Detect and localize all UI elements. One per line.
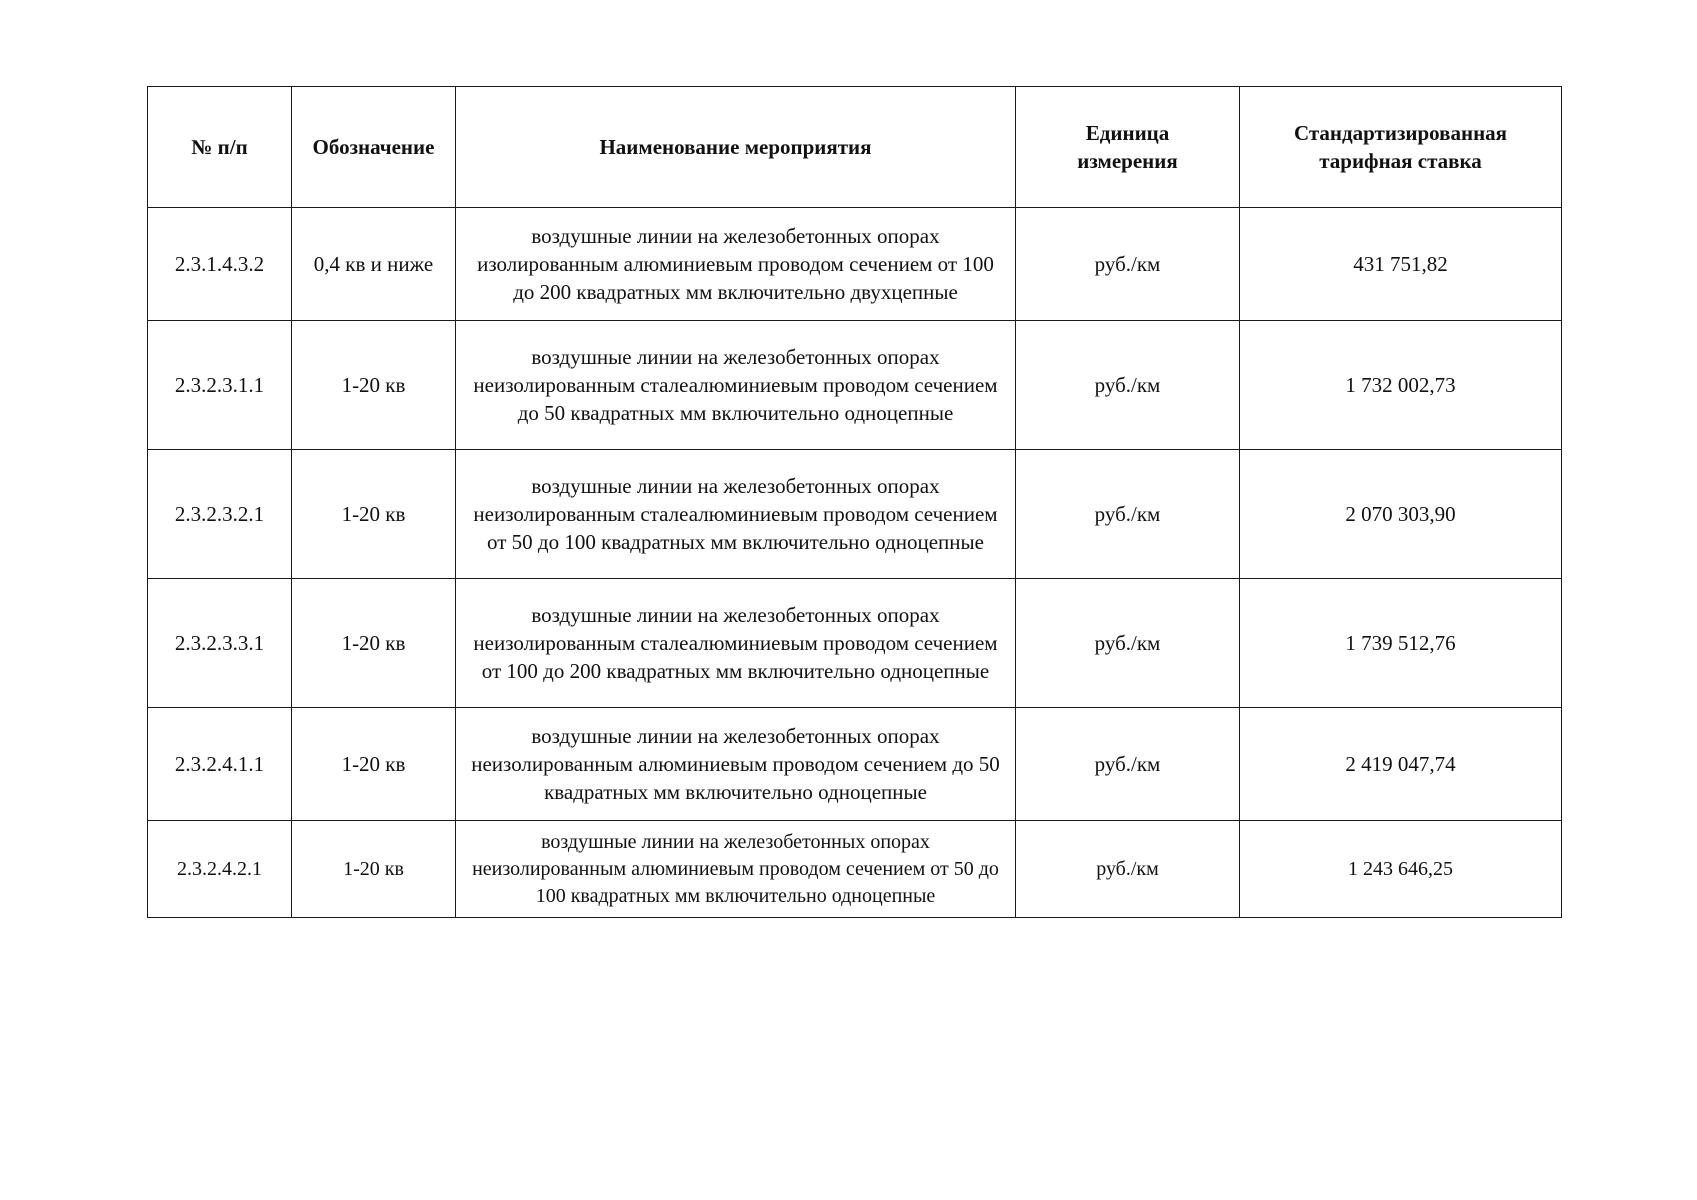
cell-unit: руб./км [1016,579,1240,708]
cell-name: воздушные линии на железобетонных опорах изолированным алюминиевым проводом сечением от 100 до 200 квадратных мм включительно двухцепные [456,208,1016,321]
cell-name: воздушные линии на железобетонных опорах неизолированным алюминиевым проводом сечением до 50 квадратных мм включительно одноцепные [456,708,1016,821]
cell-unit: руб./км [1016,450,1240,579]
header-unit-line1: Единица [1085,121,1170,145]
cell-code: 1-20 кв [292,450,456,579]
table-row [148,208,1562,321]
cell-rate: 1 243 646,25 [1240,821,1562,918]
header-unit [1016,87,1240,208]
cell-num: 2.3.2.3.2.1 [148,450,292,579]
cell-name: воздушные линии на железобетонных опорах неизолированным сталеалюминиевым проводом сечением от 50 до 100 квадратных мм включительно одноцепные [456,450,1016,579]
cell-rate: 2 419 047,74 [1240,708,1562,821]
table-row [148,708,1562,821]
cell-name: воздушные линии на железобетонных опорах неизолированным сталеалюминиевым проводом сечением до 50 квадратных мм включительно одноцепные [456,321,1016,450]
cell-num: 2.3.1.4.3.2 [148,208,292,321]
header-rate-line1: Стандартизированная [1293,121,1508,145]
cell-num: 2.3.2.4.2.1 [148,821,292,918]
cell-code: 1-20 кв [292,579,456,708]
cell-unit: руб./км [1016,208,1240,321]
cell-code: 0,4 кв и ниже [292,208,456,321]
table-row [148,821,1562,918]
header-rate [1240,87,1562,208]
cell-unit: руб./км [1016,321,1240,450]
header-unit-line2: измерения [1077,149,1178,173]
table-row [148,450,1562,579]
cell-num: 2.3.2.3.1.1 [148,321,292,450]
tariff-table [147,86,1562,918]
cell-unit: руб./км [1016,821,1240,918]
header-row [148,87,1562,208]
header-name: Наименование мероприятия [456,87,1016,208]
header-rate-line2: тарифная ставка [1319,149,1482,173]
cell-code: 1-20 кв [292,821,456,918]
cell-rate: 2 070 303,90 [1240,450,1562,579]
table-row [148,321,1562,450]
cell-rate: 1 732 002,73 [1240,321,1562,450]
cell-name: воздушные линии на железобетонных опорах неизолированным алюминиевым проводом сечением от 50 до 100 квадратных мм включительно одноцепные [456,821,1016,918]
header-num: № п/п [148,87,292,208]
cell-name: воздушные линии на железобетонных опорах неизолированным сталеалюминиевым проводом сечением от 100 до 200 квадратных мм включительно одноцепные [456,579,1016,708]
header-code: Обозначение [292,87,456,208]
cell-num: 2.3.2.4.1.1 [148,708,292,821]
cell-rate: 1 739 512,76 [1240,579,1562,708]
table-row [148,579,1562,708]
cell-rate: 431 751,82 [1240,208,1562,321]
cell-code: 1-20 кв [292,321,456,450]
cell-code: 1-20 кв [292,708,456,821]
cell-num: 2.3.2.3.3.1 [148,579,292,708]
cell-unit: руб./км [1016,708,1240,821]
